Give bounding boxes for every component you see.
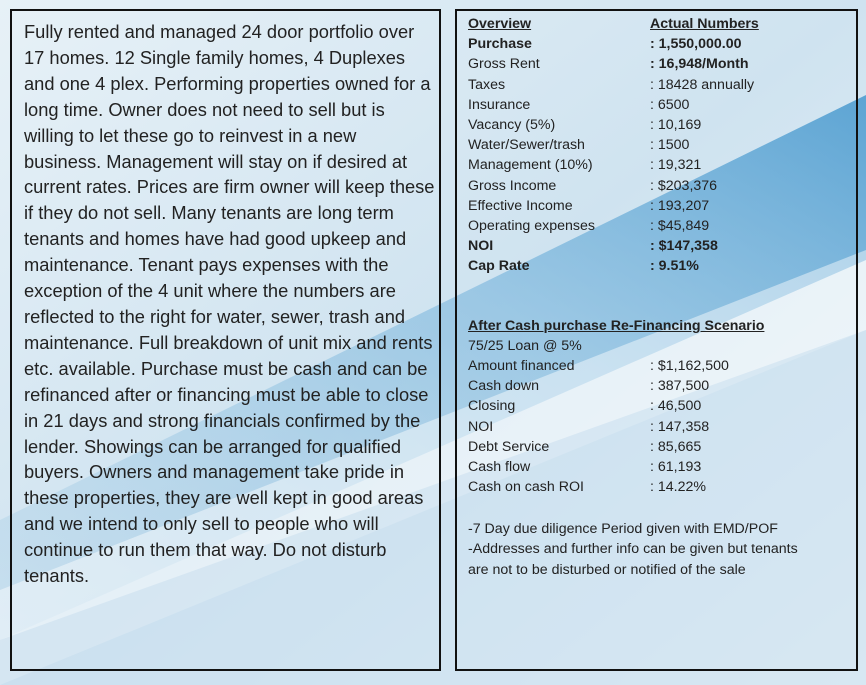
table-row: Closing : 46,500 (468, 398, 702, 415)
table-row: Water/Sewer/trash : 1500 (468, 137, 690, 154)
notes (468, 519, 858, 580)
table-row: Insurance : 6500 (468, 96, 690, 113)
note-line: are not to be disturbed or notified of the sale (468, 561, 746, 578)
table-row: Gross Rent : 16,948/Month (468, 56, 749, 73)
refinance-title: After Cash purchase Re-Financing Scenario (468, 318, 765, 334)
refinance-table (468, 316, 768, 497)
overview-header (468, 14, 768, 34)
table-row: Taxes : 18428 annually (468, 76, 755, 93)
table-row: Management (10%) : 19,321 (468, 157, 702, 174)
overview-header-value: Actual Numbers (650, 16, 759, 32)
description-panel (10, 9, 441, 671)
note-line: -7 Day due diligence Period given with EMD/POF (468, 521, 778, 537)
table-row: Effective Income : 193,207 (468, 197, 710, 214)
note-line: -Addresses and further info can be given but tenants (468, 541, 798, 558)
overview-table (468, 14, 768, 276)
table-row: Debt Service : 85,665 (468, 438, 702, 455)
table-row: NOI : 147,358 (468, 418, 710, 435)
overview-header-label: Overview (468, 16, 532, 32)
table-row: NOI : $147,358 (468, 238, 718, 255)
table-row: Cap Rate : 9.51% (468, 258, 699, 275)
table-row: Purchase : 1,550,000.00 (468, 36, 742, 53)
refinance-subtitle: 75/25 Loan @ 5% (468, 338, 582, 354)
table-row: Amount financed : $1,162,500 (468, 358, 729, 374)
table-row: Cash on cash ROI : 14.22% (468, 479, 707, 496)
table-row: Operating expenses : $45,849 (468, 217, 710, 234)
table-row: Cash flow : 61,193 (468, 458, 702, 475)
table-row: Gross Income : $203,376 (468, 177, 718, 194)
table-row: Vacancy (5%) : 10,169 (468, 116, 702, 133)
financials-panel (455, 9, 858, 671)
table-row: Cash down : 387,500 (468, 378, 710, 395)
description-text: Fully rented and managed 24 door portfolio over 17 homes. 12 Single family homes, 4 Duplexes and one 4 plex. Performing properties owned for a long time. Owner does not need to sell but is willing to let these go to reinvest in a new business. Management will stay on if desired at current rates. Prices are firm owner will keep these if they do not sell. Many tenants are long term tenants and homes have had good upkeep and maintenance. Tenant pays expenses with the exception of the 4 unit where the numbers are reflected to the right for water, sewer, trash and maintenance. Full breakdown of unit mix and rents etc. available. Purchase must be cash and can be refinanced after or financing must be able to close in 21 days and strong financials confirmed by the lender. Showings can be arranged for qualified buyers. Owners and management take pride in these properties, they are well kept in good areas and we intend to only sell to people who will continue to run them that way. Do not disturb tenants. (24, 21, 435, 587)
